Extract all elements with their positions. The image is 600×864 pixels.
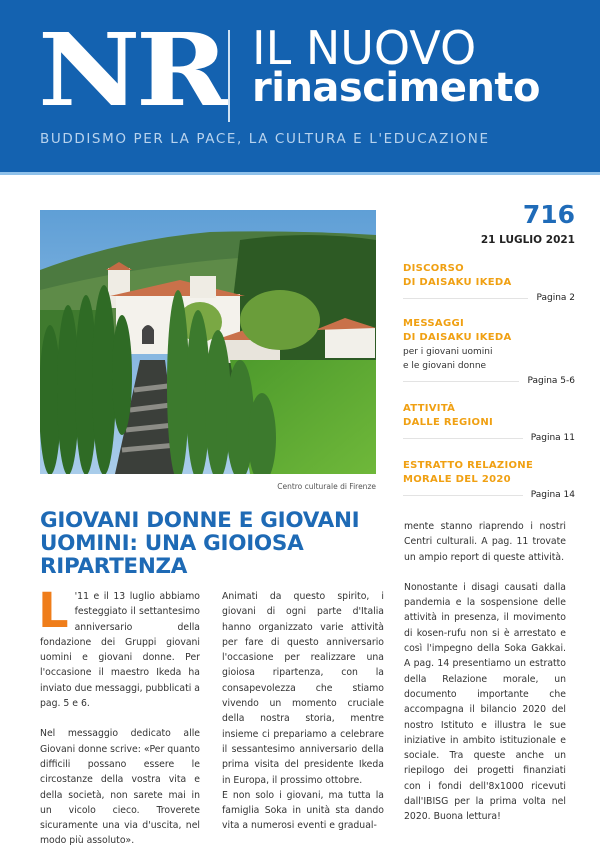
toc-item[interactable] — [403, 317, 575, 388]
toc-item-page: Pagina 14 — [530, 490, 575, 500]
toc-rule — [403, 438, 523, 439]
article-paragraph: E non solo i giovani, ma tutta la famiglia Soka in unità sta dando vita a numerosi eventi e gradual- — [222, 789, 384, 832]
cover-photo — [40, 210, 376, 474]
toc-item-page: Pagina 5-6 — [527, 376, 575, 386]
article-paragraph — [38, 583, 200, 711]
paragraph-text: '11 e il 13 luglio abbiamo festeggiato il settantesimo anniversario della fondazione dei Gruppi giovani uomini e giovani donne. Per l'occasione il maestro Ikeda ha inviato due messaggi, pubblicati a pag. 5 e 6. — [40, 591, 200, 710]
masthead — [0, 0, 600, 172]
article-headline: GIOVANI DONNE E GIOVANI UOMINI: UNA GIOIOSA RIPARTENZA — [40, 508, 360, 579]
table-of-contents — [403, 262, 575, 510]
article-column-2 — [222, 589, 384, 849]
drop-cap: L — [38, 583, 69, 639]
title-line-2: rinascimento — [252, 65, 541, 111]
issue-number: 716 — [522, 200, 575, 229]
toc-item[interactable] — [403, 262, 575, 305]
toc-item-title: MESSAGGI DI DAISAKU IKEDA — [403, 318, 512, 343]
toc-rule — [403, 495, 523, 496]
toc-item-page: Pagina 2 — [536, 293, 575, 303]
tagline: BUDDISMO PER LA PACE, LA CULTURA E L'EDUCAZIONE — [40, 131, 490, 147]
toc-item-page: Pagina 11 — [530, 433, 575, 443]
toc-item-title: DISCORSO DI DAISAKU IKEDA — [403, 263, 512, 288]
villa-photo-illustration — [40, 210, 376, 474]
issue-date: 21 LUGLIO 2021 — [480, 234, 575, 246]
toc-item-subtitle: per i giovani uomini e le giovani donne — [403, 347, 493, 371]
photo-caption: Centro culturale di Firenze — [277, 482, 376, 491]
logo-mark: NR — [38, 11, 225, 129]
toc-rule — [403, 298, 528, 299]
masthead-underline — [0, 172, 600, 175]
article-paragraph: Animati da questo spirito, i giovani di ogni parte d'Italia hanno organizzato varie attività per fare di questo anniversario l'occasione per realizzare una gioiosa ripartenza, con la consapevolezza che stiamo vivendo un momento cruciale della nostra storia, mentre insieme ci prepariamo a celebrare il sessantesimo anniversario della prima visita del presidente Ikeda in Europa, il prossimo ottobre. — [222, 591, 384, 786]
article-paragraph: Nonostante i disagi causati dalla pandemia e la sospensione delle attività in presenza, il movimento di kosen-rufu non si è arrestato e così l'impegno della Soka Gakkai. A pag. 14 presentiamo un estratto della Relazione morale, un documento importante che accompagna il bilancio 2020 del nostro Istituto e illustra le sue iniziative in ambito istituzionale e sociale. Tra queste anche un riepilogo dei progetti finanziati con i fondi dell'8x1000 ricevuti dall'IBISG per la prima volta nel 2020. Buona lettura! — [404, 581, 566, 823]
toc-item[interactable] — [403, 402, 575, 445]
article-paragraph: mente stanno riaprendo i nostri Centri culturali. A pag. 11 trovate un ampio report di queste attività. — [404, 521, 566, 563]
article-column-3 — [404, 519, 566, 840]
toc-item-title: ESTRATTO RELAZIONE MORALE DEL 2020 — [403, 460, 534, 485]
article-paragraph: Nel messaggio dedicato alle Giovani donne scrive: «Per quanto difficili possano essere le circostanze della vostra vita e della società, non sarete mai in un vicolo cieco. Troverete sicuramente una via d'uscita, nel modo più assoluto». — [40, 728, 200, 847]
title-line-1: IL NUOVO — [252, 21, 477, 75]
toc-item[interactable] — [403, 459, 575, 502]
logo-divider — [228, 30, 230, 122]
article-column-1 — [38, 583, 200, 864]
toc-rule — [403, 381, 519, 382]
toc-item-title: ATTIVITÀ DALLE REGIONI — [403, 403, 494, 428]
